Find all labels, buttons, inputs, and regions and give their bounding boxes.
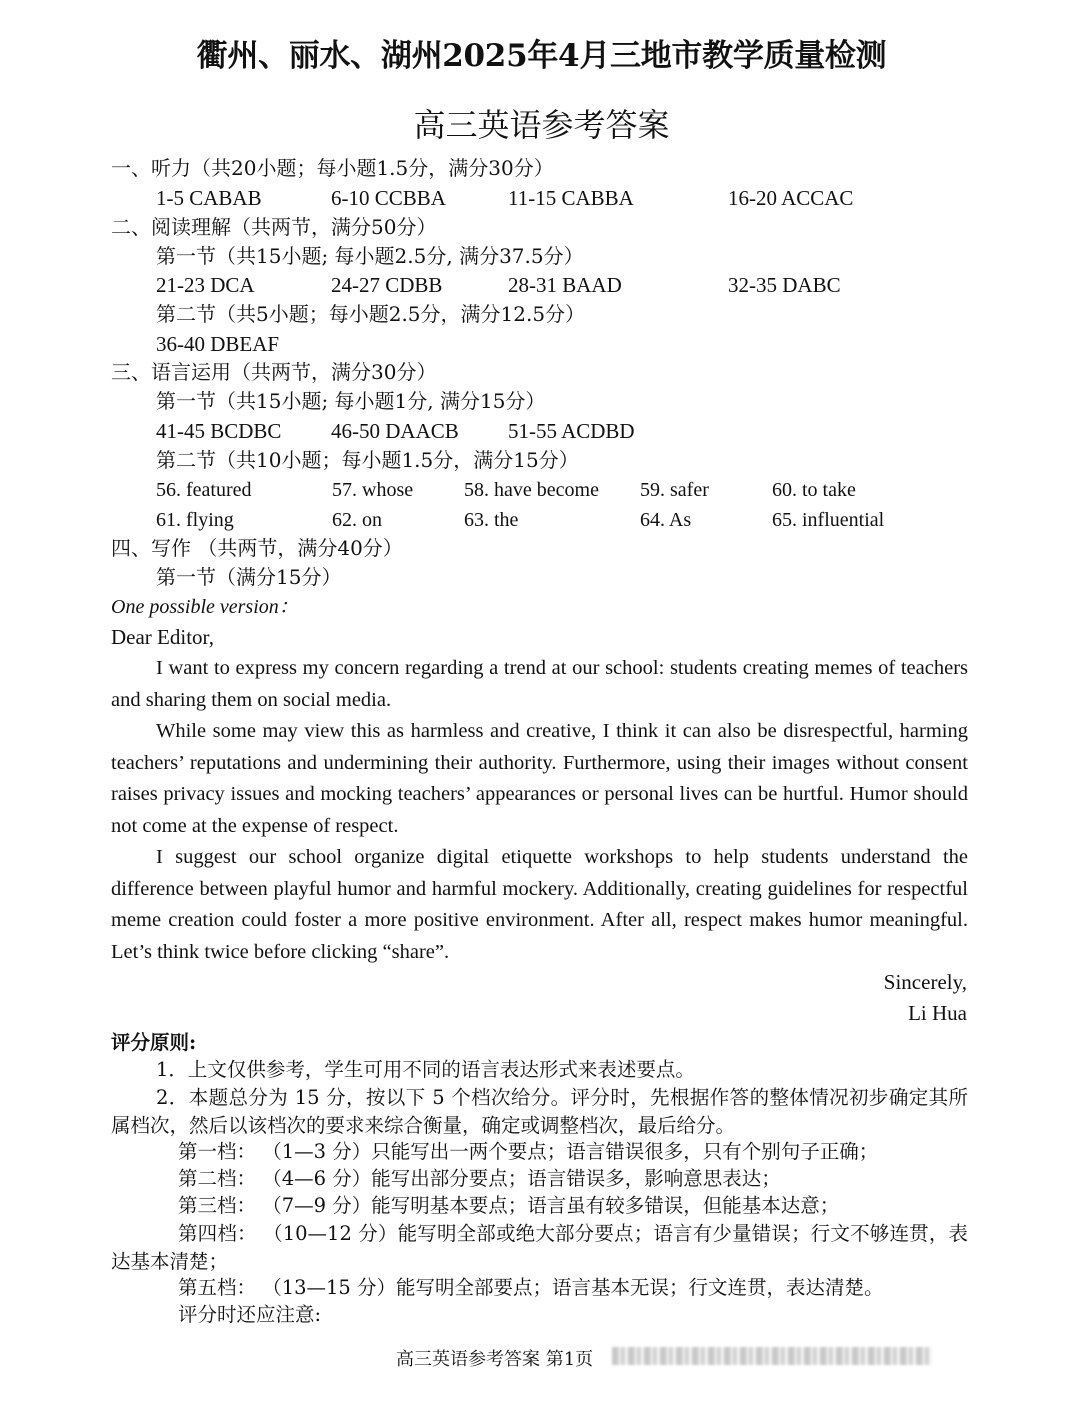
- blurred-watermark: [612, 1347, 932, 1365]
- answer-group: 24-27 CDBB: [331, 273, 443, 297]
- scoring-level: 第三档： （7—9 分）能写明基本要点；语言虽有较多错误，但能基本达意；: [178, 1194, 840, 1217]
- scoring-note: 评分时还应注意:: [178, 1303, 322, 1326]
- letter-paragraph: While some may view this as harmless and creative, I think it can also be disrespectful, harming teachers’ reputations and undermining their authority. Furthermore, using their images without consent raises privacy issues and mocking teachers’ appearances or personal lives can be hurtful. Humor should not come at the expense of respect.: [111, 720, 968, 837]
- scoring-level: 第五档： （13—15 分）能写明全部要点；语言基本无误；行文连贯，表达清楚。: [178, 1276, 884, 1299]
- letter-closing: Sincerely,: [883, 970, 967, 994]
- scoring-item: 1．上文仅供参考，学生可用不同的语言表达形式来表述要点。: [156, 1058, 695, 1081]
- part2-sec2-heading: 第二节（共5小题；每小题2.5分，满分12.5分）: [156, 302, 586, 326]
- fill-answer: 65. influential: [772, 509, 885, 531]
- part3-sec2-heading: 第二节（共10小题；每小题1.5分，满分15分）: [156, 448, 579, 472]
- answer-group: 46-50 DAACB: [331, 419, 459, 443]
- fill-answer: 64. As: [640, 509, 692, 531]
- fill-answer: 61. flying: [156, 509, 234, 531]
- answer-group: 21-23 DCA: [156, 273, 255, 297]
- fill-answer: 63. the: [464, 509, 519, 531]
- scoring-level: 第四档： （10—12 分）能写明全部或绝大部分要点；语言有少量错误；行文不够连贯，表达基本清楚；: [111, 1222, 968, 1273]
- fill-answer: 60. to take: [772, 479, 856, 501]
- part3-sec1-heading: 第一节（共15小题; 每小题1分, 满分15分）: [156, 389, 546, 413]
- answer-group: 32-35 DABC: [728, 273, 841, 297]
- part2-heading: 二、阅读理解（共两节，满分50分）: [111, 215, 437, 239]
- answer-group: 11-15 CABBA: [508, 186, 634, 210]
- fill-answer: 56. featured: [156, 479, 252, 501]
- answer-group: 28-31 BAAD: [508, 273, 622, 297]
- answer-group: 51-55 ACDBD: [508, 419, 635, 443]
- part1-heading: 一、听力（共20小题；每小题1.5分，满分30分）: [111, 156, 554, 180]
- scoring-item: 2．本题总分为 15 分，按以下 5 个档次给分。评分时，先根据作答的整体情况初步确定其所属档次，然后以该档次的要求来综合衡量，确定或调整档次，最后给分。: [111, 1086, 968, 1137]
- fill-answer: 59. safer: [640, 479, 709, 501]
- fill-answer: 57. whose: [332, 479, 414, 501]
- document-subtitle: 高三英语参考答案: [413, 106, 670, 144]
- scoring-heading: 评分原则:: [111, 1031, 197, 1054]
- letter-salutation: Dear Editor,: [111, 625, 214, 649]
- scoring-level: 第一档： （1—3 分）只能写出一两个要点；语言错误很多，只有个别句子正确；: [178, 1140, 879, 1163]
- scoring-level: 第二档： （4—6 分）能写出部分要点；语言错误多，影响意思表达；: [178, 1167, 781, 1190]
- document-title: 衢州、丽水、湖州2025年4月三地市教学质量检测: [196, 38, 887, 74]
- answer-group: 6-10 CCBBA: [331, 186, 446, 210]
- answer-group: 16-20 ACCAC: [728, 186, 854, 210]
- part2-sec1-heading: 第一节（共15小题; 每小题2.5分, 满分37.5分）: [156, 244, 584, 268]
- fill-answer: 62. on: [332, 509, 382, 531]
- answer-group: 1-5 CABAB: [156, 186, 262, 210]
- letter-paragraph: I want to express my concern regarding a trend at our school: students creating memes of teachers and sharing them on social media.: [111, 657, 968, 711]
- part4-sec1-heading: 第一节（满分15分）: [156, 565, 342, 589]
- page-footer: 高三英语参考答案 第1页: [396, 1349, 594, 1370]
- fill-answer: 58. have become: [464, 479, 599, 501]
- answer-group: 41-45 BCDBC: [156, 419, 282, 443]
- version-label: One possible version：: [111, 596, 299, 618]
- answer-group: 36-40 DBEAF: [156, 332, 280, 356]
- part4-heading: 四、写作 （共两节，满分40分）: [111, 536, 403, 560]
- part3-heading: 三、语言运用（共两节，满分30分）: [111, 360, 437, 384]
- letter-signature: Li Hua: [908, 1001, 967, 1025]
- letter-paragraph: I suggest our school organize digital etiquette workshops to help students understand the difference between playful humor and harmful mockery. Additionally, creating guidelines for respectful meme creation could foster a more positive environment. After all, respect makes humor meaningful. Let’s think twice before clicking “share”.: [111, 846, 968, 963]
